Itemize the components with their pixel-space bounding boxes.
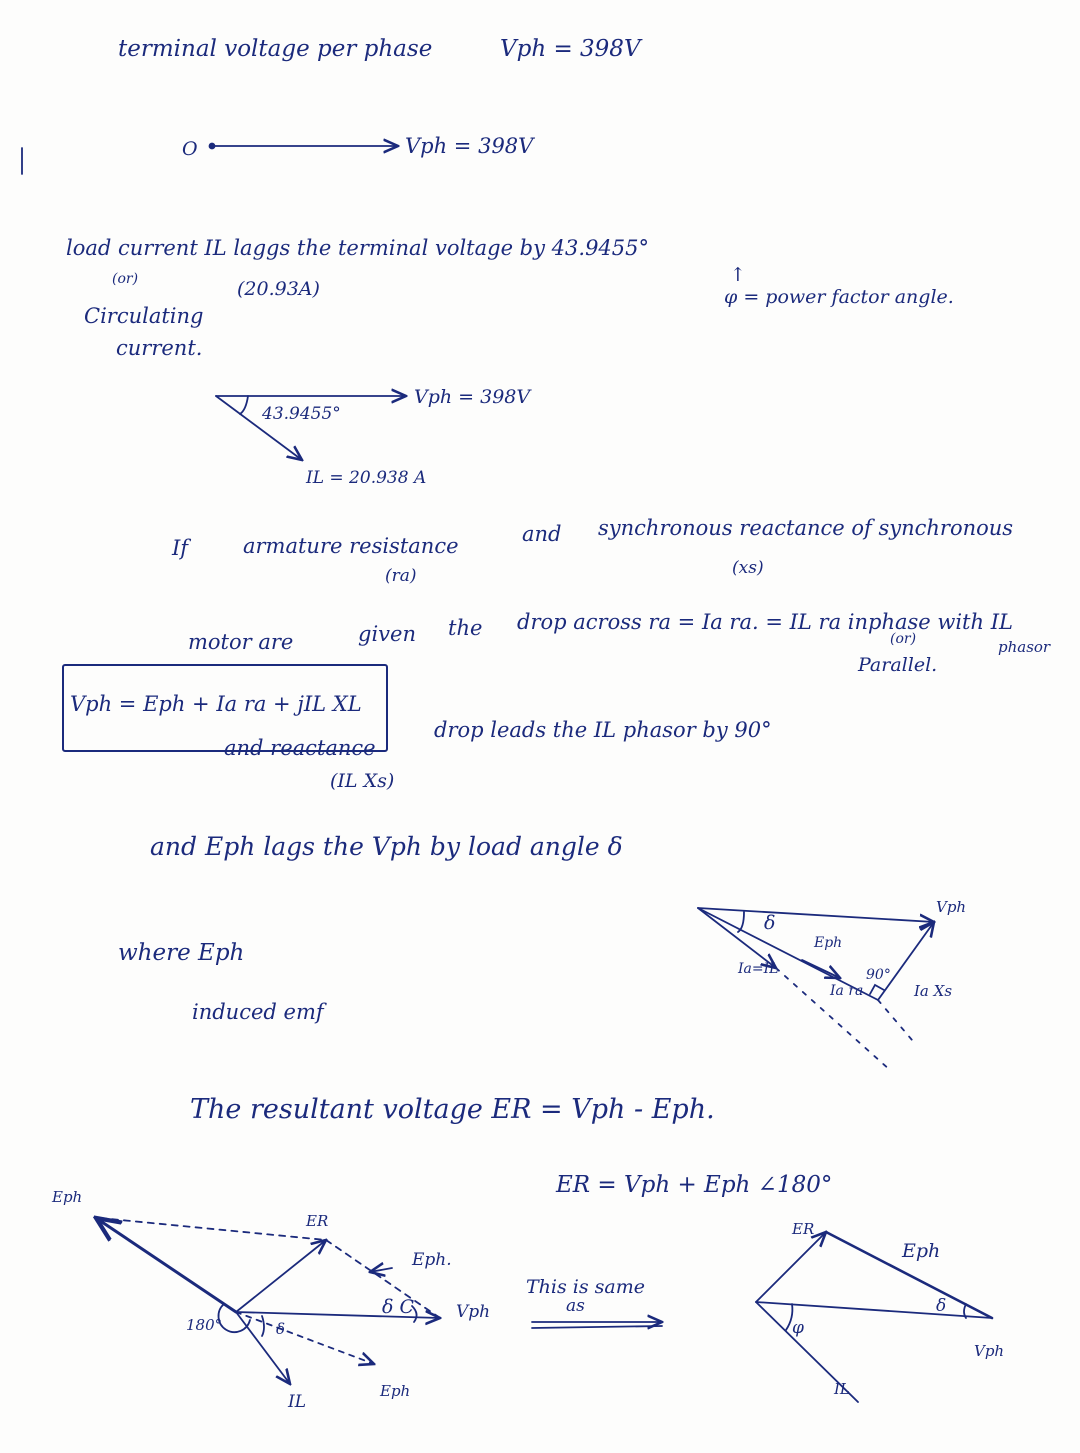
- d4-dashed-right: [326, 1240, 440, 1318]
- and-reactance: and reactance: [224, 736, 376, 760]
- same-as-line1: This is same: [526, 1276, 645, 1298]
- the-word: the: [448, 616, 483, 640]
- d4-eph-dashed-arrow: [236, 1312, 374, 1364]
- d4-180: 180°: [186, 1316, 223, 1334]
- phasor2-angle-arc: [240, 396, 248, 414]
- same-as-line2: as: [566, 1296, 585, 1316]
- d4-er: ER: [306, 1212, 329, 1230]
- phasor2-angle: 43.9455°: [262, 404, 341, 424]
- d4-eph-top: Eph: [52, 1188, 83, 1206]
- d3-eph-line: [698, 908, 878, 1000]
- d5-il-line: [756, 1302, 858, 1402]
- up-arrow: ↑: [730, 264, 746, 286]
- d4-180-arc: [218, 1304, 250, 1332]
- same-as-arrow-2: [532, 1326, 662, 1328]
- d3-iaxs-arrow: [878, 922, 934, 1000]
- circulating-word: Circulating: [84, 304, 204, 328]
- phasor-word: phasor: [998, 638, 1051, 656]
- d5-eph: Eph: [902, 1240, 941, 1262]
- if-word: If: [172, 536, 189, 560]
- motor-are: motor are: [188, 630, 294, 654]
- d3-iaxs: Ia Xs: [914, 982, 953, 1000]
- d4-vph: Vph: [456, 1302, 491, 1322]
- given-word: given: [358, 622, 416, 646]
- d4-er-arrow: [236, 1240, 326, 1312]
- origin-label: O: [182, 138, 198, 160]
- equation-text: Vph = Eph + Ia ra + jIL XL: [70, 692, 362, 716]
- d5-vph: Vph: [974, 1342, 1005, 1360]
- header-text: terminal voltage per phase: [118, 36, 433, 62]
- xs-symbol: (xs): [732, 558, 764, 578]
- induced-emf: induced emf: [192, 1000, 324, 1024]
- phasor2-il-arrow: [216, 396, 302, 460]
- d4-eph-arrow-top: [96, 1218, 236, 1312]
- d3-iara-arrow: [802, 960, 840, 978]
- d4-delta-c: δ C: [382, 1296, 415, 1318]
- d3-ninety: 90°: [866, 967, 891, 983]
- d3-eph: Eph: [814, 935, 843, 951]
- d5-phi-arc: [786, 1304, 792, 1330]
- current-word: current.: [116, 336, 203, 360]
- d4-dashed-top: [100, 1218, 326, 1240]
- synchronous-reactance: synchronous reactance of synchronous: [598, 516, 1014, 540]
- ra-symbol: (ra): [385, 566, 417, 586]
- resultant-line1: The resultant voltage ER = Vph - Eph.: [190, 1094, 715, 1125]
- d3-right-angle: [870, 985, 884, 994]
- d3-vph-arrow: [698, 908, 934, 922]
- phasor2-vph-label: Vph = 398V: [414, 386, 531, 408]
- d4-delta-arc: [262, 1316, 264, 1336]
- d5-eph-line: [826, 1232, 992, 1318]
- parallel-word: Parallel.: [858, 654, 938, 676]
- d3-delta: δ: [764, 912, 776, 934]
- drop-leads-line: drop leads the IL phasor by 90°: [434, 718, 772, 742]
- d4-delta: δ: [276, 1320, 286, 1338]
- d5-er-arrow: [756, 1232, 826, 1302]
- header-value: Vph = 398V: [500, 36, 641, 62]
- and-word: and: [522, 522, 562, 546]
- ilxs-symbol: (IL Xs): [330, 770, 395, 792]
- pf-note: φ = power factor angle.: [724, 286, 954, 308]
- d4-vph-arrow: [236, 1312, 440, 1318]
- d3-ia-il: Ia=IL: [738, 961, 779, 977]
- d5-delta-arc: [964, 1304, 966, 1318]
- current-value: (20.93A): [237, 278, 320, 300]
- d4-eph-bottom: Eph: [380, 1382, 411, 1400]
- d3-dashed-2: [878, 1000, 912, 1040]
- d3-dashed-1: [776, 968, 890, 1070]
- drop-across-ra: drop across ra = Ia ra. = IL ra inphase with IL: [517, 610, 1013, 634]
- d5-delta: δ: [936, 1296, 947, 1316]
- phasor2-il-label: IL = 20.938 A: [306, 468, 427, 488]
- where-eph: where Eph: [118, 940, 245, 966]
- d4-eph-arrow: Eph.: [412, 1250, 452, 1270]
- d5-phi: φ: [792, 1318, 804, 1338]
- d5-il: IL: [834, 1380, 850, 1398]
- or-note-2: (or): [890, 631, 917, 647]
- armature-resistance: armature resistance: [243, 534, 459, 558]
- d3-ia-arrow: [698, 908, 776, 968]
- d4-small-arrow: [370, 1268, 392, 1272]
- phasor1-vph-label: Vph = 398V: [405, 134, 534, 158]
- d5-er: ER: [792, 1220, 815, 1238]
- load-current-line: load current IL laggs the terminal voltage by 43.9455°: [66, 236, 650, 260]
- resultant-line2: ER = Vph + Eph ∠180°: [556, 1172, 833, 1198]
- d3-vph: Vph: [936, 898, 967, 916]
- or-note-1: (or): [112, 271, 139, 287]
- d3-iara: Ia ra: [830, 983, 864, 999]
- eph-lags-line: and Eph lags the Vph by load angle δ: [150, 832, 623, 861]
- d4-il: IL: [288, 1392, 307, 1412]
- d4-delta-c-arc: [412, 1306, 417, 1322]
